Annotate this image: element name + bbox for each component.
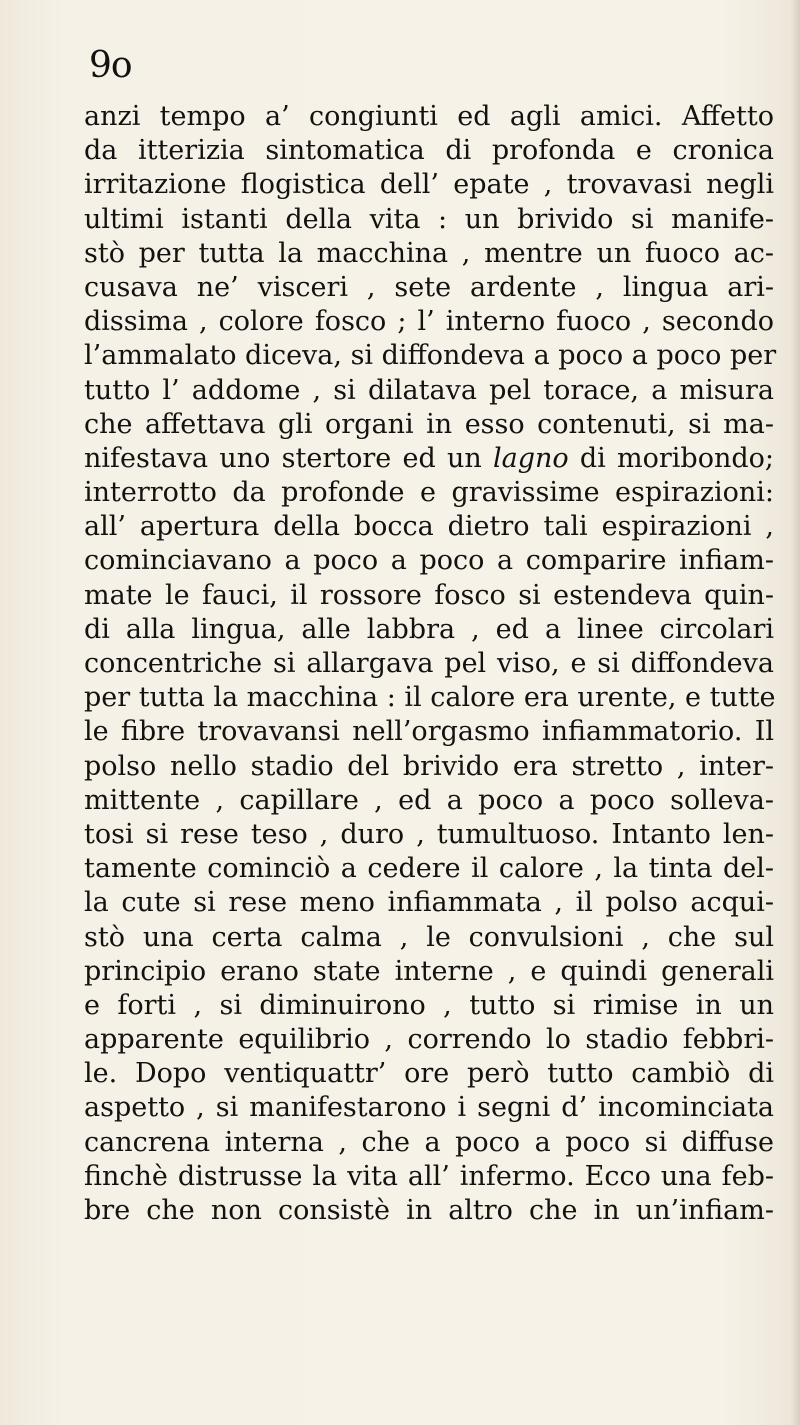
text-fragment: nifestava uno stertore ed un [84, 442, 493, 474]
text-line: le. Dopo ventiquattr’ ore però tutto cambiò di [84, 1058, 774, 1090]
page-edge-shadow [790, 0, 800, 1425]
text-line: tutto l’ addome , si dilatava pel torace, a misura [84, 374, 774, 406]
text-line-with-italic [84, 442, 774, 476]
text-line: principio erano state interne , e quindi generali [84, 955, 774, 987]
italic-word: lagno [492, 442, 569, 474]
text-line: da itterizia sintomatica di profonda e cronica [84, 135, 774, 167]
text-line: le fibre trovavansi nell’orgasmo infiammatorio. Il [84, 716, 774, 748]
text-line: di alla lingua, alle labbra , ed a linee circolari [84, 613, 774, 645]
text-line: ultimi istanti della vita : un brivido si manife- [84, 203, 774, 235]
text-fragment: di moribondo; [568, 442, 774, 474]
body-text [84, 100, 777, 1228]
text-line: cominciavano a poco a poco a comparire infiam- [84, 545, 774, 577]
text-line: cancrena interna , che a poco a poco si diffuse [84, 1126, 774, 1158]
text-line: irritazione flogistica dell’ epate , trovavasi negli [84, 169, 774, 201]
text-line: l’ammalato diceva, si diffondeva a poco a poco per [84, 340, 777, 372]
text-line: mittente , capillare , ed a poco a poco solleva- [84, 784, 774, 816]
text-line: interrotto da profonde e gravissime espirazioni: [84, 477, 774, 509]
text-line: tamente cominciò a cedere il calore , la tinta del- [84, 853, 774, 885]
text-line: apparente equilibrio , correndo lo stadio febbri- [84, 1024, 774, 1056]
text-line: e forti , si diminuirono , tutto si rimise in un [84, 989, 774, 1021]
page-number: 9o [89, 45, 132, 86]
text-line: anzi tempo a’ congiunti ed agli amici. Affetto [84, 101, 774, 132]
text-line: la cute si rese meno infiammata , il polso acqui- [84, 887, 774, 919]
text-line: cusava ne’ visceri , sete ardente , lingua ari- [84, 271, 774, 303]
text-line: tosi si rese teso , duro , tumultuoso. Intanto len- [84, 818, 774, 850]
text-line: stò una certa calma , le convulsioni , che sul [84, 921, 774, 953]
text-line: bre che non consistè in altro che in un’infiam- [84, 1195, 774, 1226]
text-line: per tutta la macchina : il calore era urente, e tutte [84, 682, 776, 714]
text-line: dissima , colore fosco ; l’ interno fuoco , secondo [84, 306, 774, 338]
text-line: mate le fauci, il rossore fosco si estendeva quin- [84, 579, 774, 611]
text-line: aspetto , si manifestarono i segni d’ incominciata [84, 1092, 774, 1124]
text-line: concentriche si allargava pel viso, e si diffondeva [84, 648, 774, 679]
text-line: finchè distrusse la vita all’ infermo. Ecco una feb- [84, 1160, 774, 1192]
text-line: stò per tutta la macchina , mentre un fuoco ac- [84, 237, 774, 269]
text-line: all’ apertura della bocca dietro tali espirazioni , [84, 511, 774, 543]
text-line: polso nello stadio del brivido era stretto , inter- [84, 750, 774, 782]
text-line: che affettava gli organi in esso contenuti, si ma- [84, 408, 774, 440]
